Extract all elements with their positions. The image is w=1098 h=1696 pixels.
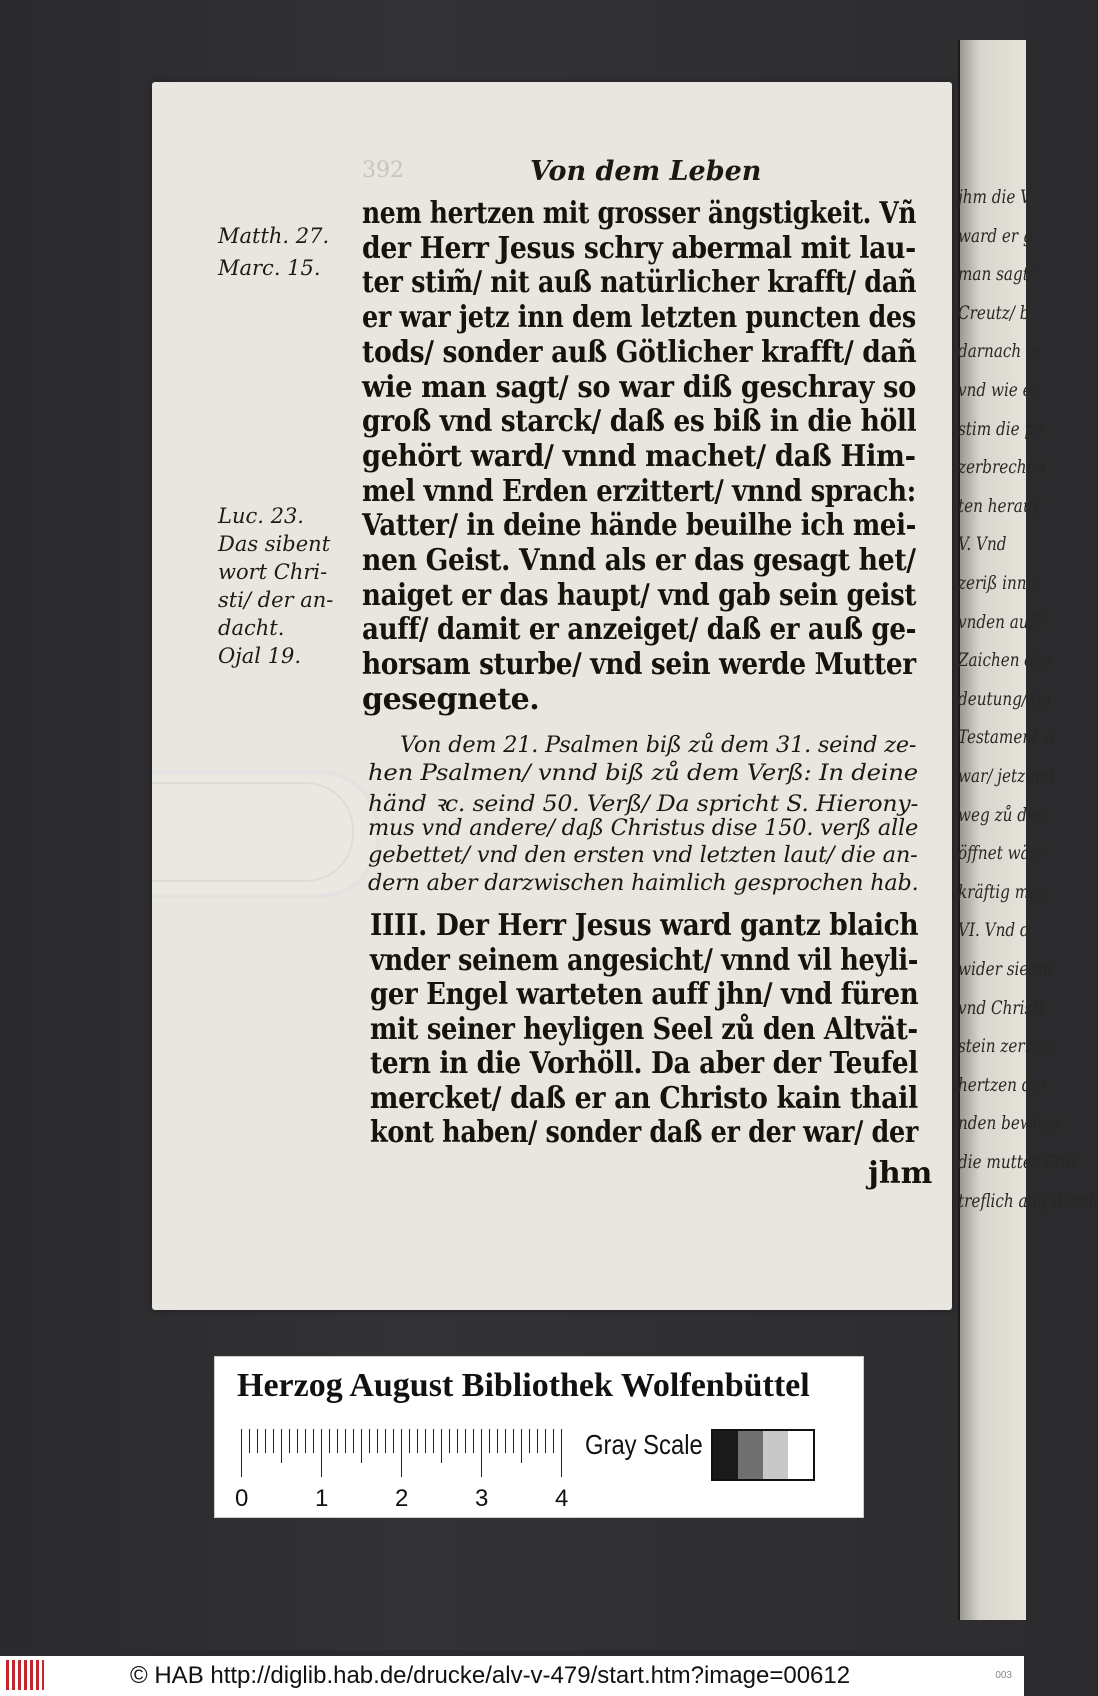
note-line: hen Psalmen/ vnnd biß zů dem Verß: In deine	[368, 760, 918, 786]
ruler-tick	[545, 1429, 546, 1453]
note-line: dern aber darzwischen haimlich gesprochen hab.	[368, 870, 919, 896]
ruler-tick	[433, 1429, 434, 1453]
footer-bar	[0, 1656, 1024, 1696]
gray-swatch	[738, 1431, 763, 1479]
ruler-tick	[537, 1429, 538, 1453]
ruler-tick	[241, 1429, 242, 1477]
footer-link[interactable]: © HAB http://diglib.hab.de/drucke/alv-v-479/start.htm?image=00612	[130, 1662, 851, 1689]
text-line: nem hertzen mit grosser ängstigkeit. Vñ	[362, 196, 917, 231]
ruler-tick	[265, 1429, 266, 1453]
adjacent-text-fragment: deutung/ da	[958, 687, 1051, 710]
ruler-tick	[281, 1429, 282, 1463]
adjacent-text-fragment: zeriß inn z	[958, 572, 1040, 594]
adjacent-text-fragment: wider sie mi	[958, 958, 1053, 980]
text-line: kont haben/ sonder daß er der war/ der	[370, 1115, 918, 1150]
adjacent-text-fragment: jhm die V	[958, 186, 1032, 208]
gray-swatches	[711, 1429, 815, 1481]
ruler-tick	[529, 1429, 530, 1453]
text-line: mel vnnd Erden erzittert/ vnnd sprach:	[362, 473, 916, 509]
page-clip-inner	[152, 782, 354, 882]
ruler-tick	[441, 1429, 442, 1463]
text-line: gesegnete.	[362, 681, 540, 717]
adjacent-text-fragment: hertzen der	[958, 1073, 1048, 1096]
text-line: gehört ward/ vnnd machet/ daß Him-	[362, 438, 916, 474]
text-line: tern in die Vorhöll. Da aber der Teufel	[370, 1046, 918, 1081]
text-line: Vatter/ in deine hände beuilhe ich mei-	[362, 508, 917, 544]
ruler-number: 1	[315, 1485, 329, 1512]
margin-note: dacht.	[218, 616, 285, 640]
ruler-tick	[465, 1429, 466, 1453]
text-line: der Herr Jesus schry abermal mit lau-	[362, 230, 916, 266]
adjacent-text-fragment: Testament w	[958, 726, 1057, 749]
ruler-tick	[521, 1429, 522, 1463]
adjacent-text-fragment: vnd Christi	[958, 996, 1044, 1019]
note-line: mus vnd andere/ daß Christus dise 150. verß alle	[368, 815, 919, 841]
ruler-tick	[417, 1429, 418, 1453]
adjacent-text-fragment: stim die po	[958, 417, 1044, 440]
margin-note: Matth. 27.	[218, 224, 330, 248]
adjacent-text-fragment: Zaichen des	[958, 649, 1051, 672]
ruler-tick	[449, 1429, 450, 1453]
ruler-number: 3	[475, 1485, 489, 1512]
ruler-number: 0	[235, 1485, 249, 1512]
ruler-number: 4	[555, 1485, 569, 1512]
text-line: groß vnd starck/ daß es biß in die höll	[362, 404, 917, 440]
note-line: Von dem 21. Psalmen biß zů dem 31. seind ze-	[400, 733, 917, 758]
running-head: Von dem Leben	[530, 156, 762, 187]
margin-note: Marc. 15.	[218, 256, 321, 280]
ruler-tick	[401, 1429, 402, 1477]
adjacent-text-fragment: war/ jetzund	[958, 765, 1055, 787]
ruler-tick	[497, 1429, 498, 1453]
note-line: gebettet/ vnd den ersten vnd letzten laut/ die an-	[368, 843, 918, 868]
margin-note: sti/ der an-	[218, 588, 334, 612]
text-line: mit seiner heyligen Seel zů den Altvät-	[370, 1011, 918, 1047]
ruler-tick	[409, 1429, 410, 1453]
ruler-tick	[393, 1429, 394, 1453]
adjacent-page	[958, 40, 1098, 1620]
adjacent-text-fragment: man sagt/	[958, 263, 1034, 286]
text-line: mercket/ daß er an Christo kain thail	[370, 1080, 918, 1116]
ruler-tick	[473, 1429, 474, 1453]
adjacent-text-fragment: nden bewöge	[958, 1112, 1061, 1135]
ruler-tick	[289, 1429, 290, 1453]
ruler-tick	[561, 1429, 562, 1477]
adjacent-text-fragment: zerbrechen	[958, 456, 1046, 479]
adjacent-text-fragment: Creutz/ b	[958, 301, 1030, 324]
ruler-tick	[489, 1429, 490, 1453]
ruler-tick	[305, 1429, 306, 1453]
text-line: horsam sturbe/ vnd sein werde Mutter	[362, 647, 916, 683]
gray-swatch	[763, 1431, 788, 1479]
catchword: jhm	[868, 1156, 933, 1191]
page-number: 392	[362, 158, 404, 183]
gray-swatch	[788, 1431, 813, 1479]
corner-mark: 003	[995, 1670, 1012, 1681]
ruler-tick	[321, 1429, 322, 1477]
text-line: auff/ damit er anzeiget/ daß er auß ge-	[362, 612, 917, 648]
ruler-tick	[369, 1429, 370, 1453]
text-line: wie man sagt/ so war diß geschray so	[362, 369, 916, 405]
ruler-number: 2	[395, 1485, 409, 1512]
library-name: Herzog August Bibliothek Wolfenbüttel	[237, 1367, 810, 1404]
ruler-tick	[361, 1429, 362, 1463]
text-line: IIII. Der Herr Jesus ward gantz blaich	[370, 908, 919, 943]
ruler-tick	[505, 1429, 506, 1453]
ruler-tick	[345, 1429, 346, 1453]
ruler-tick	[553, 1429, 554, 1453]
adjacent-text-fragment: ten herauf	[958, 494, 1039, 517]
adjacent-text-fragment: VI. Vnd d	[958, 919, 1030, 942]
ruler-tick	[257, 1429, 258, 1453]
text-line: tods/ sonder auß Götlicher krafft/ dañ	[362, 334, 917, 370]
text-line: vnder seinem angesicht/ vnnd vil heyli-	[370, 942, 919, 978]
adjacent-text-fragment: kräftig mac	[958, 880, 1047, 903]
adjacent-text-fragment: vnden auff/	[958, 610, 1045, 633]
ruler-tick	[481, 1429, 482, 1477]
adjacent-text-fragment: treflich auff durch	[958, 1189, 1098, 1212]
gray-scale-label: Gray Scale	[585, 1429, 703, 1460]
adjacent-text-fragment: stein zerriss	[958, 1035, 1053, 1058]
ruler-tick	[329, 1429, 330, 1453]
text-line: naiget er das haupt/ vnd gab sein geist	[362, 577, 917, 613]
ruler-tick	[457, 1429, 458, 1453]
ruler-tick	[337, 1429, 338, 1453]
margin-note: Das sibent	[218, 532, 331, 556]
adjacent-text-fragment: öffnet wär/	[958, 842, 1043, 865]
adjacent-text-fragment: V. Vnd	[958, 533, 1007, 556]
ruler-tick	[297, 1429, 298, 1453]
color-calibration-card	[214, 1356, 864, 1518]
ruler-tick	[273, 1429, 274, 1453]
text-line: ger Engel warteten auff jhn/ vnd füren	[370, 977, 919, 1012]
text-line: nen Geist. Vnnd als er das gesagt het/	[362, 543, 916, 578]
adjacent-text-fragment: die mutter Chri	[958, 1151, 1078, 1173]
ruler-tick	[249, 1429, 250, 1453]
ruler-tick	[377, 1429, 378, 1453]
ruler-tick	[313, 1429, 314, 1453]
adjacent-text-fragment: vnd wie er	[958, 379, 1039, 401]
margin-note: Ojal 19.	[218, 644, 302, 668]
adjacent-text-fragment: ward er g	[958, 224, 1033, 247]
text-line: er war jetz inn dem letzten puncten des	[362, 300, 916, 336]
adjacent-text-fragment: weg zů dem	[958, 803, 1051, 826]
hab-logo-icon	[6, 1660, 44, 1690]
margin-note: wort Chri-	[218, 560, 328, 584]
ruler-tick	[353, 1429, 354, 1453]
note-line: händ ꝛc. seind 50. Verß/ Da spricht S. Hierony-	[368, 792, 919, 817]
text-line: ter stim̃/ nit auß natürlicher krafft/ dañ	[362, 265, 917, 301]
margin-note: Luc. 23.	[218, 504, 304, 528]
gray-swatch	[713, 1431, 738, 1479]
ruler-tick	[385, 1429, 386, 1453]
ruler-tick	[425, 1429, 426, 1453]
adjacent-text-fragment: darnach w	[958, 340, 1040, 363]
ruler-tick	[513, 1429, 514, 1453]
